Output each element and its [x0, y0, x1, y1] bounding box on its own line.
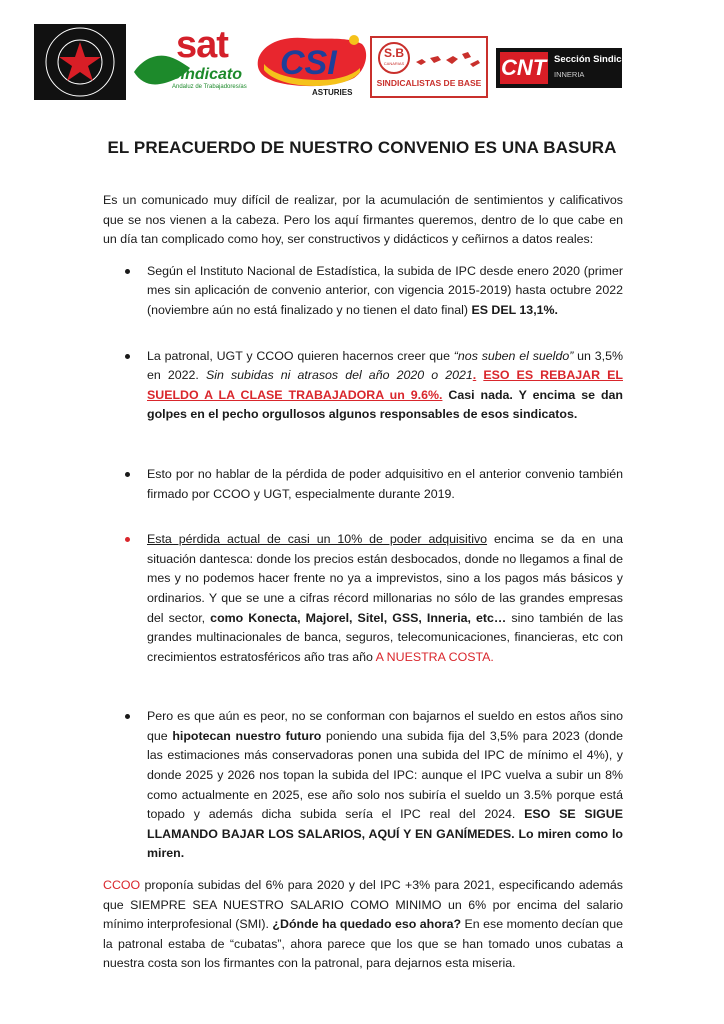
bullet-ipc-text: Según el Instituto Nacional de Estadística, la subida de IPC desde enero 2020 (primer mes sin aplicación de convenio anterior, con vigencia 2015-2019) hasta octubre 2022 (noviembre aún no está finalizado y no tienen el dato final): [147, 263, 623, 317]
bullet-ipc: [103, 262, 623, 321]
intro-paragraph: Es un comunicado muy difícil de realizar, por la acumulación de sentimientos y calificativos que se nos vienen a la cabeza. Pero los aquí firmantes queremos, dentro de lo que cabe en un día tan complicado como hoy, ser constructivos y didácticos y ceñirnos a datos reales:: [103, 193, 623, 247]
csi-logo: [254, 24, 372, 102]
bullet-list: [103, 262, 623, 864]
bullet-patronal: [103, 347, 623, 425]
sat-logo: [132, 26, 270, 98]
canary-islands-icon: [412, 44, 482, 72]
closing-text-1: proponía subidas del 6% para 2020 y del IPC +3% para 2021, especificando además que SIEMPRE SEA NUESTRO SALARIO COMO MINIMO un 6% por encima del salario mínimo interprofesional (SMI).: [103, 878, 623, 932]
bullet-futuro: [103, 707, 623, 864]
sindicalistas-de-base-logo: [370, 36, 488, 98]
document-body: [103, 191, 623, 974]
bullet-dot-icon: [125, 354, 130, 359]
bullet-perdida-text-2: sino también de las grandes multinacionales de banca, seguros, telecomunicaciones, financieras, etc con crecimientos estratosféricos año tras año: [147, 610, 624, 664]
logos-header: [32, 22, 692, 102]
bullet-perdida-red: A NUESTRA COSTA.: [375, 649, 494, 664]
bullet-dot-icon: [125, 269, 130, 274]
closing-paragraph: [103, 876, 623, 974]
document-title: EL PREACUERDO DE NUESTRO CONVENIO ES UNA BASURA: [107, 138, 617, 157]
bullet-futuro-text-1: Pero es que aún es peor, no se conforman con bajarnos el sueldo en estos años sino que: [147, 709, 623, 743]
bullet-ipc-figure: ES DEL 13,1%.: [471, 302, 558, 317]
cnt-section-label: Sección Sindical: [554, 54, 630, 65]
bullet-perdida-underline: Esta pérdida actual de casi un 10% de poder adquisitivo: [147, 532, 488, 547]
sb-canarias: CANARIAS: [383, 61, 405, 66]
sat-subtitle: Sindicato: [170, 66, 243, 83]
closing-text-2: En ese momento decían que la patronal estaba de “cubatas”, ahora parece que los que se han tomado unos cubatas a nuestra costa son los firmantes con la patronal, para dejarnos esta miseria.: [103, 917, 623, 971]
sb-emblem: [378, 42, 410, 74]
closing-ccoo: CCOO: [103, 878, 141, 893]
bullet-anterior-text: Esto por no hablar de la pérdida de poder adquisitivo en el anterior convenio también firmado por CCOO y UGT, especialmente durante 2019.: [147, 466, 623, 501]
bullet-perdida-text-1: encima se da en una situación dantesca: donde los precios están desbocados, donde no llegamos a final de mes y no podemos hacer frente no ya a imprevistos, sino a los pagos más básicos y ordinarios. Y que se une a cifras récord millonarias no sólo de las grandes empresas del sector,: [147, 532, 623, 625]
red-star-icon: [34, 24, 126, 100]
bullet-futuro-bold-2: ESO SE SIGUE LLAMANDO BAJAR LOS SALARIOS, AQUÍ Y EN GANÍMEDES. Lo miren como lo miren.: [147, 807, 623, 861]
bullet-perdida-companies: como Konecta, Majorel, Sitel, GSS, Inneria, etc…: [210, 610, 507, 625]
bullet-patronal-highlight: ESO ES REBAJAR EL SUELDO A LA CLASE TRABAJADORA un 9.6%.: [147, 368, 623, 402]
cnt-logo: [496, 48, 630, 88]
solidaridad-obrera-logo: [34, 24, 126, 100]
sat-word: sat: [176, 24, 228, 66]
cnt-company-label: INNERIA: [554, 70, 585, 79]
bullet-futuro-bold-1: hipotecan nuestro futuro: [172, 728, 322, 743]
bullet-futuro-text-2: poniendo una subida fija del 3,5% para 2023 (donde las estimaciones más conservadoras ponen una subida del IPC de mínimo el 4%), y donde 2025 y 2026 nos topan la subida del IPC: aunque el IPC vuelva a subir un 8% como actualmente en 2025, ese año solo nos subiría el sueldo un 3.5% porque está topado y además dicha subida sería el IPC real del 2024.: [147, 728, 623, 822]
bullet-dot-icon: [125, 714, 130, 719]
csi-word: CSI: [280, 44, 337, 82]
bullet-patronal-dot: .: [472, 368, 477, 383]
bullet-patronal-bold: Casi nada. Y encima se dan golpes en el pecho orgullosos algunos responsables de esos sindicatos.: [147, 387, 623, 422]
cnt-word: CNT: [501, 55, 547, 80]
bullet-patronal-quote: “nos suben el sueldo”: [453, 348, 574, 363]
closing-question: ¿Dónde ha quedado eso ahora?: [272, 917, 462, 932]
bullet-patronal-italic: Sin subidas ni atrasos del año 2020 o 2021: [205, 368, 473, 383]
sb-name: SINDICALISTAS DE BASE: [376, 78, 482, 88]
sb-letters: S.B: [383, 46, 404, 60]
sat-tagline: Andaluz de Trabajadores/as: [172, 84, 247, 90]
csi-subtitle: ASTURIES: [312, 88, 353, 97]
bullet-red-dot-icon: [125, 537, 130, 542]
bullet-anterior-convenio: [103, 465, 623, 504]
bullet-patronal-text-1: La patronal, UGT y CCOO quieren hacernos creer que: [147, 348, 454, 363]
bullet-dot-icon: [125, 472, 130, 477]
bullet-patronal-text-2: un 3,5% en 2022.: [147, 348, 623, 383]
bullet-perdida: [103, 530, 623, 667]
